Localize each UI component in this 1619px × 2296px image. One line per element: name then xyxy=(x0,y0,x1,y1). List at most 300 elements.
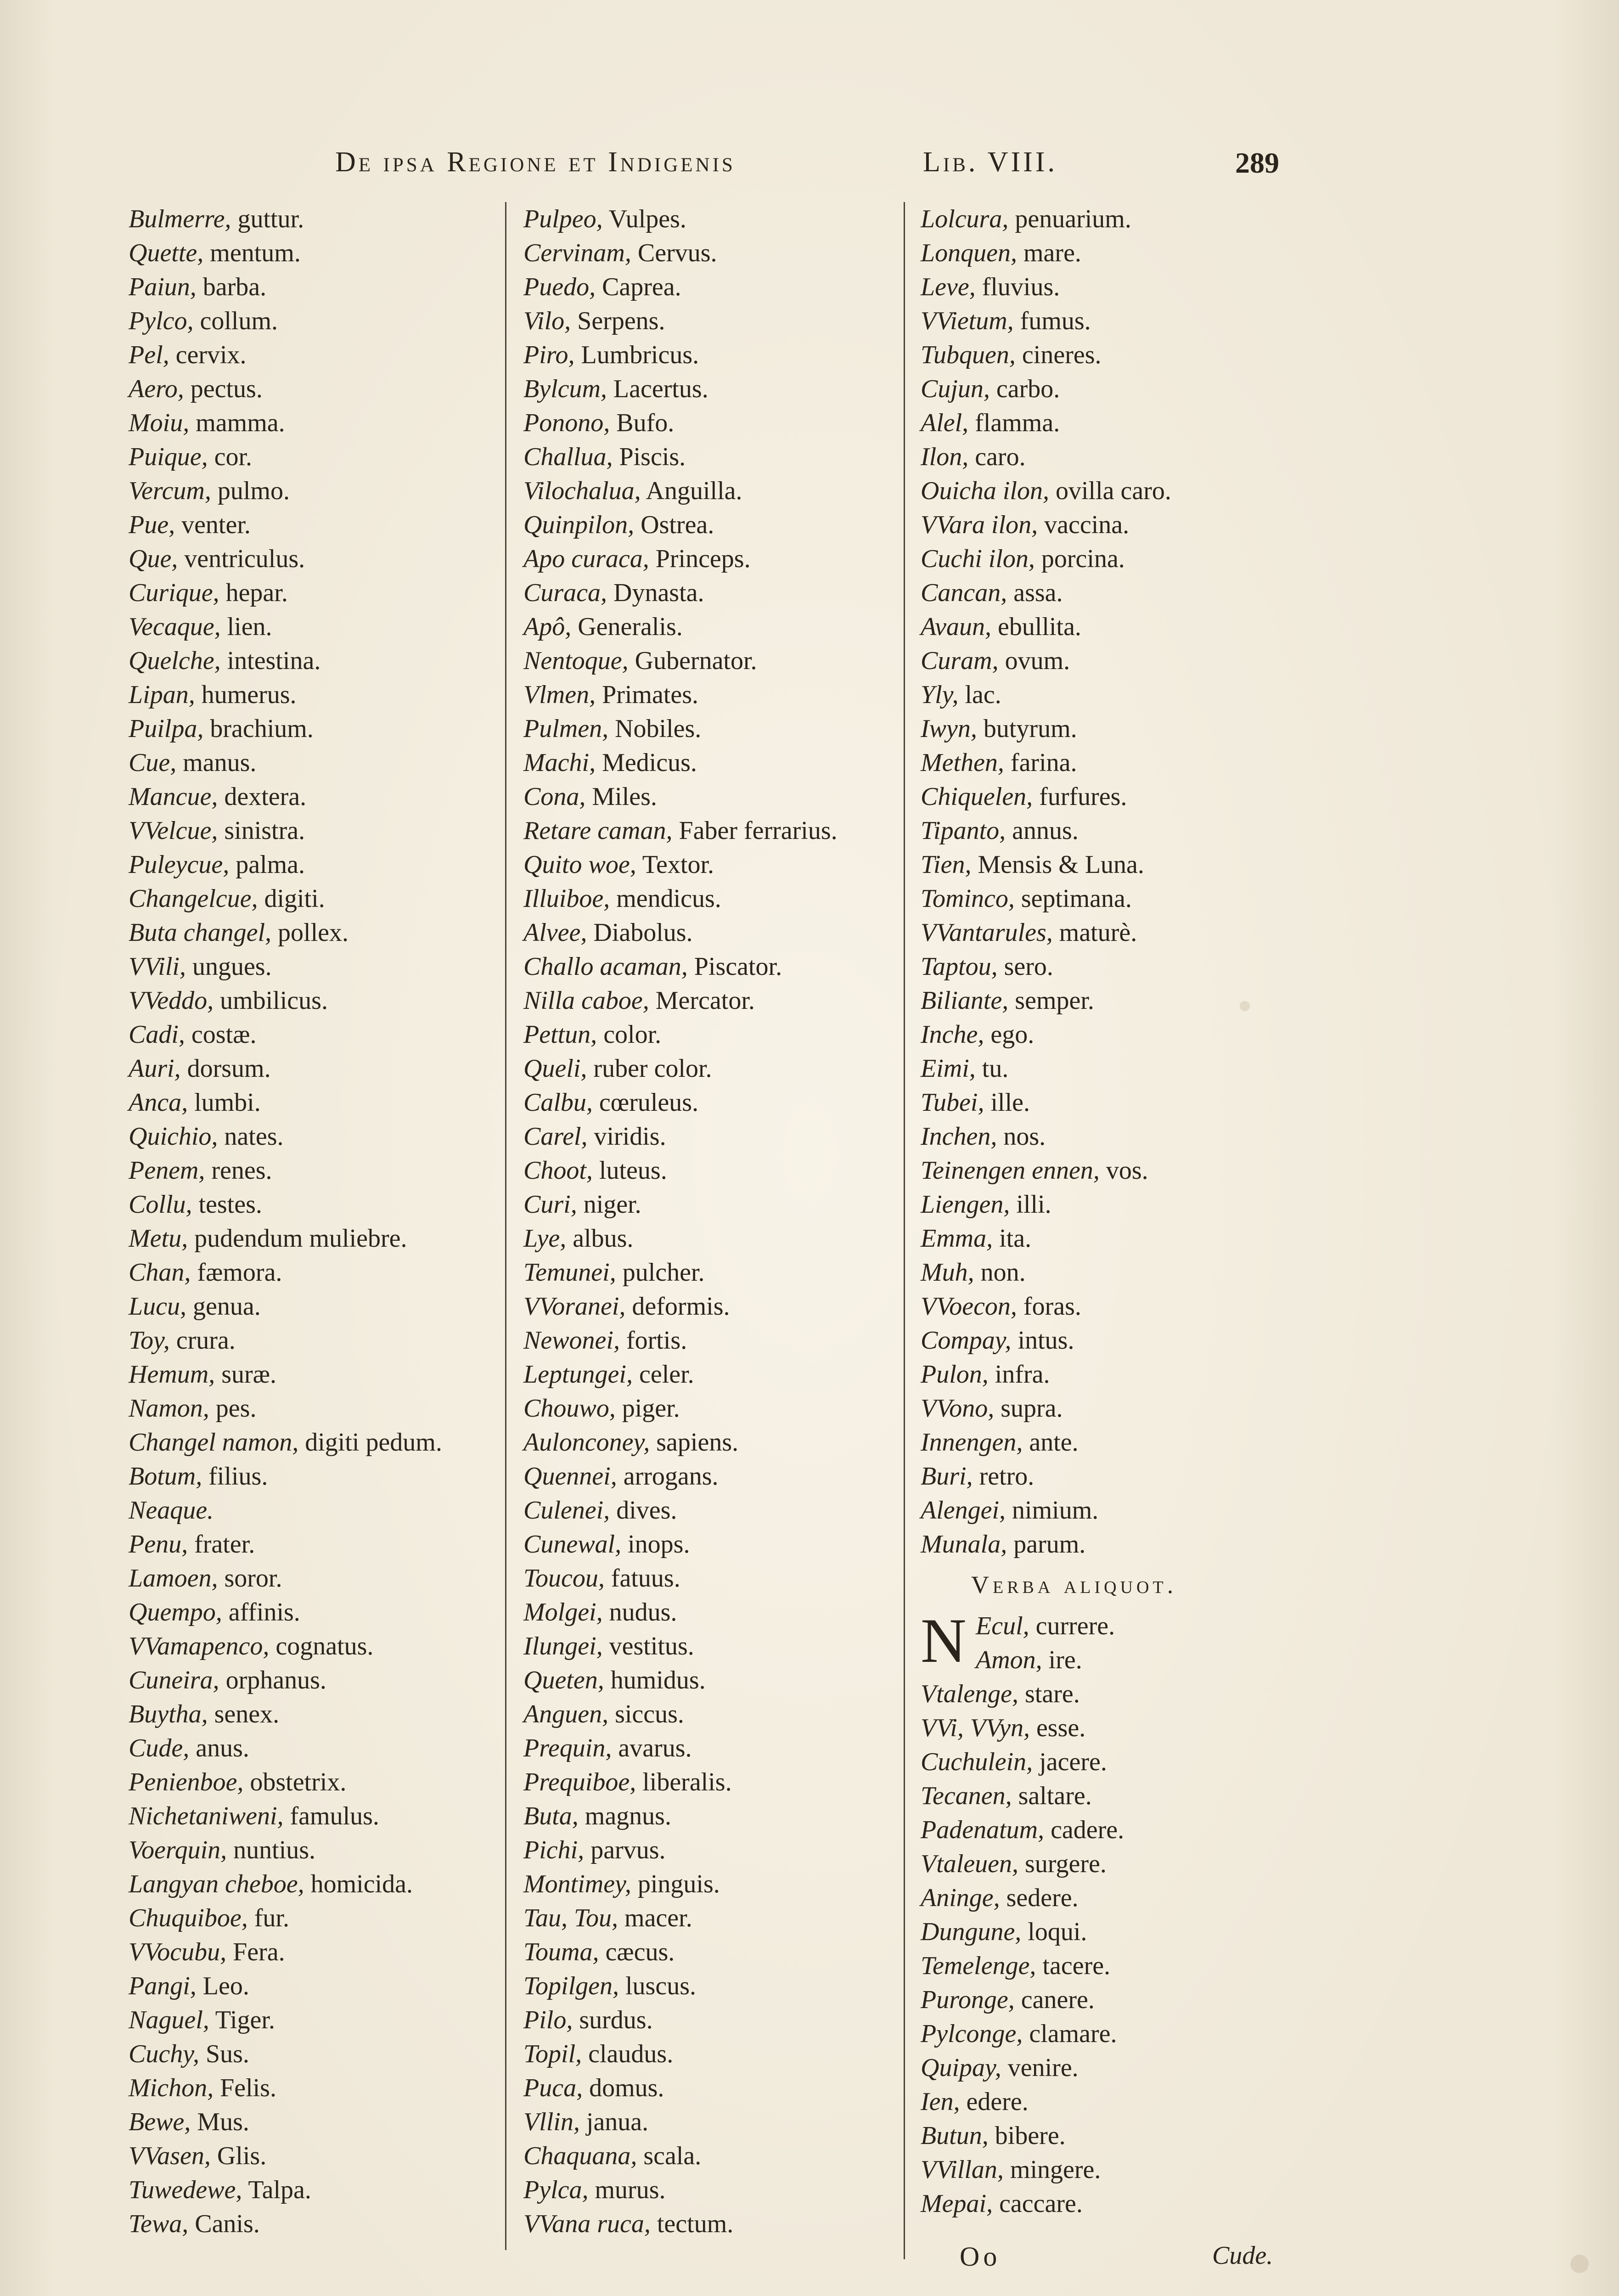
glossary-entry xyxy=(921,2119,1315,2153)
entry-gloss: sero. xyxy=(997,952,1053,981)
entry-term: Butun, xyxy=(921,2122,989,2150)
glossary-entry xyxy=(523,1901,909,1935)
glossary-entry xyxy=(523,882,909,916)
entry-term: Neaque. xyxy=(129,1496,214,1525)
entry-gloss: annus. xyxy=(1006,816,1079,845)
glossary-entry xyxy=(523,1493,909,1527)
entry-gloss: bibere. xyxy=(988,2122,1066,2150)
entry-gloss: brachium. xyxy=(203,715,314,743)
entry-term: Alengei, xyxy=(921,1496,1006,1525)
entry-term: Cude, xyxy=(129,1734,190,1762)
entry-gloss: renes. xyxy=(205,1156,272,1185)
entry-term: Toy, xyxy=(129,1326,170,1355)
entry-term: Mancue, xyxy=(129,782,218,811)
glossary-entry xyxy=(129,712,496,746)
entry-gloss: cognatus. xyxy=(269,1632,374,1660)
entry-gloss: mare. xyxy=(1017,239,1081,267)
entry-term: VVoranei, xyxy=(523,1292,626,1321)
glossary-entry xyxy=(523,2071,909,2105)
entry-gloss: saltare. xyxy=(1012,1782,1092,1810)
entry-term: Naguel, xyxy=(129,2006,209,2034)
entry-gloss: stare. xyxy=(1018,1680,1080,1708)
entry-gloss: digiti pedum. xyxy=(298,1428,442,1457)
entry-gloss: retro. xyxy=(973,1462,1034,1491)
glossary-entry xyxy=(129,780,496,814)
glossary-entry xyxy=(523,2037,909,2071)
entry-term: Buta changel, xyxy=(129,918,272,947)
entry-gloss: celer. xyxy=(632,1360,694,1389)
entry-term: Touma, xyxy=(523,1938,599,1966)
glossary-entry xyxy=(921,1323,1315,1357)
entry-gloss: intestina. xyxy=(220,647,321,675)
entry-term: Quette, xyxy=(129,239,204,267)
entry-term: Taptou, xyxy=(921,952,998,981)
glossary-entry xyxy=(129,1086,496,1120)
entry-term: Vlmen, xyxy=(523,681,596,709)
entry-term: Queli, xyxy=(523,1054,587,1083)
entry-gloss: ebullita. xyxy=(991,613,1081,641)
entry-gloss: Gubernator. xyxy=(628,647,757,675)
entry-term: Lucu, xyxy=(129,1292,186,1321)
glossary-entry xyxy=(523,440,909,474)
entry-gloss: Canis. xyxy=(188,2210,260,2238)
glossary-entry xyxy=(523,2173,909,2207)
entry-term: Cue, xyxy=(129,748,177,777)
glossary-entry xyxy=(921,1154,1315,1187)
glossary-entry xyxy=(921,2085,1315,2119)
entry-gloss: caro. xyxy=(968,443,1026,471)
entry-term: Vecaque, xyxy=(129,613,221,641)
section-title-verbs: Verba aliquot. xyxy=(971,1571,1177,1598)
glossary-entry xyxy=(129,2207,496,2241)
glossary-entry xyxy=(921,1289,1315,1323)
entry-term: Bewe, xyxy=(129,2108,191,2136)
glossary-entry xyxy=(129,610,496,644)
entry-gloss: mendicus. xyxy=(610,884,721,913)
entry-term: Chiquelen, xyxy=(921,782,1033,811)
entry-term: Tecanen, xyxy=(921,1782,1012,1810)
entry-gloss: cœruleus. xyxy=(592,1088,699,1117)
entry-gloss: Fera. xyxy=(226,1938,285,1966)
entry-gloss: manus. xyxy=(176,748,257,777)
entry-term: Chuquiboe, xyxy=(129,1904,248,1932)
glossary-entry xyxy=(921,1391,1315,1425)
entry-gloss: infra. xyxy=(988,1360,1050,1389)
glossary-entry xyxy=(129,814,496,848)
glossary-entry xyxy=(523,202,909,236)
entry-term: Buta, xyxy=(523,1802,579,1830)
entry-gloss: intus. xyxy=(1011,1326,1074,1355)
entry-gloss: Faber ferrarius. xyxy=(672,816,838,845)
entry-gloss: esse. xyxy=(1029,1714,1086,1742)
glossary-entry xyxy=(129,1357,496,1391)
glossary-list xyxy=(921,202,1315,1561)
entry-term: Liengen, xyxy=(921,1190,1010,1219)
entry-term: Cuchulein, xyxy=(921,1748,1033,1776)
entry-gloss: cineres. xyxy=(1015,341,1102,369)
glossary-entry xyxy=(129,2139,496,2173)
entry-gloss: ovilla caro. xyxy=(1049,477,1171,505)
entry-gloss: Medicus. xyxy=(596,748,697,777)
entry-term: Anguen, xyxy=(523,1700,609,1728)
entry-term: Chan, xyxy=(129,1258,191,1287)
entry-term: Hemum, xyxy=(129,1360,215,1389)
glossary-entry xyxy=(523,1187,909,1221)
glossary-entry xyxy=(523,1357,909,1391)
glossary-entry xyxy=(523,1663,909,1697)
entry-term: Pettun, xyxy=(523,1020,597,1049)
entry-term: Compay, xyxy=(921,1326,1012,1355)
entry-term: Nichetaniweni, xyxy=(129,1802,284,1830)
entry-gloss: pinguis. xyxy=(631,1870,720,1898)
glossary-entry xyxy=(921,2051,1315,2085)
entry-gloss: tectum. xyxy=(650,2210,734,2238)
entry-gloss: frater. xyxy=(188,1530,255,1559)
entry-gloss: canere. xyxy=(1014,1986,1095,2014)
glossary-entry xyxy=(921,1949,1315,1983)
glossary-entry xyxy=(921,1187,1315,1221)
glossary-entry xyxy=(921,542,1315,576)
glossary-entry xyxy=(921,848,1315,882)
entry-term: Michon, xyxy=(129,2074,214,2102)
glossary-entry xyxy=(921,1459,1315,1493)
entry-gloss: currere. xyxy=(1029,1612,1115,1640)
glossary-entry xyxy=(129,542,496,576)
entry-term: Aero, xyxy=(129,375,184,403)
glossary-entry xyxy=(921,1847,1315,1881)
entry-gloss: viridis. xyxy=(587,1122,666,1151)
glossary-entry xyxy=(523,1867,909,1901)
glossary-entry xyxy=(523,780,909,814)
glossary-entry xyxy=(921,1425,1315,1459)
glossary-entry xyxy=(921,1018,1315,1052)
entry-gloss: Leo. xyxy=(196,1972,249,2000)
entry-term: Illuiboe, xyxy=(523,884,610,913)
entry-term: Apô, xyxy=(523,613,572,641)
entry-gloss: nates. xyxy=(218,1122,284,1151)
glossary-entry xyxy=(921,474,1315,508)
entry-term: Quichio, xyxy=(129,1122,218,1151)
glossary-entry xyxy=(129,1867,496,1901)
entry-term: Vtalenge, xyxy=(921,1680,1019,1708)
glossary-entry xyxy=(523,508,909,542)
entry-gloss: affinis. xyxy=(222,1598,300,1626)
entry-gloss: illi. xyxy=(1010,1190,1051,1219)
entry-gloss: parvus. xyxy=(584,1836,666,1864)
entry-gloss: Anguilla. xyxy=(641,477,742,505)
entry-gloss: Caprea. xyxy=(596,273,681,301)
entry-term: Lolcura, xyxy=(921,205,1009,233)
glossary-entry xyxy=(523,644,909,678)
entry-term: Vercum, xyxy=(129,477,211,505)
glossary-entry xyxy=(523,1221,909,1255)
entry-gloss: ovum. xyxy=(998,647,1070,675)
glossary-entry xyxy=(129,1187,496,1221)
glossary-entry xyxy=(921,814,1315,848)
entry-term: Metu, xyxy=(129,1224,188,1253)
glossary-entry xyxy=(921,644,1315,678)
entry-gloss: foras. xyxy=(1017,1292,1081,1321)
glossary-entry xyxy=(523,746,909,780)
entry-gloss: hepar. xyxy=(219,579,288,607)
book-reference: Lib. VIII. xyxy=(923,146,1057,178)
entry-term: Quito woe, xyxy=(523,850,636,879)
entry-term: Pylconge, xyxy=(921,2020,1023,2048)
entry-gloss: venire. xyxy=(1001,2054,1079,2082)
entry-term: Pylco, xyxy=(129,307,194,335)
entry-term: Ouicha ilon, xyxy=(921,477,1049,505)
entry-gloss: caccare. xyxy=(993,2189,1083,2218)
entry-gloss: murus. xyxy=(588,2176,666,2204)
entry-gloss: dorsum. xyxy=(180,1054,271,1083)
entry-gloss: umbilicus. xyxy=(214,986,328,1015)
entry-gloss: parum. xyxy=(1007,1530,1086,1559)
entry-gloss: nudus. xyxy=(602,1598,677,1626)
entry-term: Tuwedewe, xyxy=(129,2176,242,2204)
glossary-entry xyxy=(523,1595,909,1629)
glossary-entry xyxy=(129,1901,496,1935)
entry-gloss: piger. xyxy=(615,1394,680,1423)
glossary-entry xyxy=(129,2037,496,2071)
entry-term: Cancan, xyxy=(921,579,1007,607)
entry-term: Munala, xyxy=(921,1530,1007,1559)
glossary-entry xyxy=(129,1493,496,1527)
entry-gloss: fatuus. xyxy=(604,1564,680,1593)
entry-term: Temelenge, xyxy=(921,1952,1036,1980)
entry-term: Que, xyxy=(129,545,178,573)
glossary-entry xyxy=(523,1731,909,1765)
entry-gloss: fæmora. xyxy=(191,1258,282,1287)
entry-term: Changel namon, xyxy=(129,1428,299,1457)
entry-term: Teinengen ennen, xyxy=(921,1156,1100,1185)
entry-term: Leve, xyxy=(921,273,976,301)
entry-gloss: Serpens. xyxy=(571,307,665,335)
entry-term: Puedo, xyxy=(523,273,596,301)
entry-term: VVantarules, xyxy=(921,918,1053,947)
glossary-entry xyxy=(129,406,496,440)
entry-term: Quelche, xyxy=(129,647,221,675)
entry-term: Biliante, xyxy=(921,986,1009,1015)
glossary-entry xyxy=(921,508,1315,542)
entry-term: Pangi, xyxy=(129,1972,197,2000)
glossary-entry xyxy=(129,2105,496,2139)
entry-term: Voerquin, xyxy=(129,1836,227,1864)
entry-gloss: famulus. xyxy=(283,1802,379,1830)
entry-term: Curam, xyxy=(921,647,999,675)
glossary-entry xyxy=(523,678,909,712)
glossary-entry xyxy=(921,270,1315,304)
entry-gloss: Piscator. xyxy=(687,952,782,981)
entry-term: Queten, xyxy=(523,1666,604,1694)
glossary-entry xyxy=(921,2153,1315,2187)
entry-gloss: cæcus. xyxy=(599,1938,675,1966)
entry-term: Quennei, xyxy=(523,1462,617,1491)
glossary-entry xyxy=(129,950,496,984)
entry-term: Lonquen, xyxy=(921,239,1017,267)
entry-term: Cuchy, xyxy=(129,2040,199,2068)
entry-gloss: costæ. xyxy=(185,1020,257,1049)
glossary-entry xyxy=(129,270,496,304)
glossary-entry xyxy=(921,1255,1315,1289)
entry-gloss: claudus. xyxy=(582,2040,674,2068)
entry-term: Aninge, xyxy=(921,1884,1000,1912)
entry-gloss: pollex. xyxy=(271,918,349,947)
glossary-entry xyxy=(129,1697,496,1731)
entry-term: VVoecon, xyxy=(921,1292,1017,1321)
glossary-entry xyxy=(523,1391,909,1425)
glossary-entry xyxy=(129,882,496,916)
entry-gloss: color. xyxy=(597,1020,662,1049)
glossary-entry xyxy=(129,202,496,236)
glossary-entry xyxy=(129,1527,496,1561)
entry-gloss: filius. xyxy=(202,1462,268,1491)
entry-term: Ponono, xyxy=(523,409,610,437)
entry-gloss: siccus. xyxy=(608,1700,684,1728)
entry-term: Eimi, xyxy=(921,1054,976,1083)
glossary-entry xyxy=(129,508,496,542)
entry-gloss: lac. xyxy=(958,681,1001,709)
entry-term: Curaca, xyxy=(523,579,607,607)
entry-term: Nilla caboe, xyxy=(523,986,649,1015)
entry-term: Ilon, xyxy=(921,443,969,471)
entry-gloss: inops. xyxy=(621,1530,690,1559)
entry-term: Dungune, xyxy=(921,1918,1022,1946)
entry-term: Iwyn, xyxy=(921,715,977,743)
glossary-entry xyxy=(921,236,1315,270)
glossary-entry xyxy=(921,1745,1315,1779)
entry-gloss: cadere. xyxy=(1044,1816,1124,1844)
entry-term: Langyan cheboe, xyxy=(129,1870,304,1898)
entry-term: VVi, VVyn, xyxy=(921,1714,1030,1742)
entry-term: Cuchi ilon, xyxy=(921,545,1035,573)
glossary-entry xyxy=(523,1425,909,1459)
glossary-entry xyxy=(129,1561,496,1595)
glossary-entry xyxy=(129,576,496,610)
glossary-entry xyxy=(523,1018,909,1052)
glossary-entry xyxy=(523,1561,909,1595)
entry-gloss: sapiens. xyxy=(650,1428,739,1457)
entry-gloss: luteus. xyxy=(592,1156,667,1185)
paper-stain xyxy=(1570,2255,1589,2273)
entry-gloss: pectus. xyxy=(184,375,263,403)
entry-gloss: domus. xyxy=(583,2074,664,2102)
glossary-entry xyxy=(129,1935,496,1969)
entry-gloss: mingere. xyxy=(1003,2155,1101,2184)
entry-term: Chouwo, xyxy=(523,1394,616,1423)
glossary-entry xyxy=(921,406,1315,440)
entry-term: Chaquana, xyxy=(523,2142,637,2170)
entry-term: Alvee, xyxy=(523,918,587,947)
entry-gloss: pudendum muliebre. xyxy=(188,1224,407,1253)
glossary-entry xyxy=(921,1357,1315,1391)
entry-gloss: non. xyxy=(974,1258,1026,1287)
entry-term: Buri, xyxy=(921,1462,973,1491)
entry-gloss: palma. xyxy=(229,850,305,879)
entry-gloss: mentum. xyxy=(203,239,301,267)
glossary-entry xyxy=(921,1120,1315,1154)
entry-gloss: porcina. xyxy=(1034,545,1125,573)
entry-gloss: luscus. xyxy=(618,1972,696,2000)
glossary-entry xyxy=(921,1221,1315,1255)
glossary-entry xyxy=(523,1459,909,1493)
entry-gloss: venter. xyxy=(175,511,251,539)
entry-gloss: ruber color. xyxy=(587,1054,712,1083)
glossary-column-3 xyxy=(921,202,1315,2221)
entry-term: Vilo, xyxy=(523,307,571,335)
entry-gloss: niger. xyxy=(577,1190,641,1219)
glossary-entry xyxy=(523,576,909,610)
running-head: De ipsa Regione et Indigenis xyxy=(335,146,736,178)
glossary-entry xyxy=(921,1527,1315,1561)
glossary-entry xyxy=(523,1629,909,1663)
entry-term: Cunewal, xyxy=(523,1530,622,1559)
entry-gloss: surdus. xyxy=(573,2006,653,2034)
entry-term: Padenatum, xyxy=(921,1816,1045,1844)
glossary-entry xyxy=(129,338,496,372)
entry-term: Pylca, xyxy=(523,2176,589,2204)
entry-term: Muh, xyxy=(921,1258,974,1287)
glossary-entry xyxy=(523,610,909,644)
glossary-entry xyxy=(921,1779,1315,1813)
entry-term: Leptungei, xyxy=(523,1360,633,1389)
entry-term: Tipanto, xyxy=(921,816,1006,845)
verbs-first-entry xyxy=(921,1605,1315,1677)
entry-term: Choot, xyxy=(523,1156,593,1185)
glossary-entry xyxy=(129,1833,496,1867)
entry-gloss: vaccina. xyxy=(1038,511,1130,539)
glossary-entry xyxy=(129,1459,496,1493)
glossary-entry xyxy=(523,236,909,270)
glossary-entry xyxy=(523,950,909,984)
glossary-entry xyxy=(523,1969,909,2003)
entry-term: Mepai, xyxy=(921,2189,993,2218)
entry-gloss: cervix. xyxy=(169,341,247,369)
glossary-entry xyxy=(129,1731,496,1765)
entry-gloss: lien. xyxy=(220,613,272,641)
glossary-entry xyxy=(129,1120,496,1154)
entry-gloss: Talpa. xyxy=(242,2176,311,2204)
entry-gloss: fortis. xyxy=(619,1326,687,1355)
entry-gloss: Glis. xyxy=(210,2142,267,2170)
entry-gloss: Dynasta. xyxy=(607,579,704,607)
entry-gloss: Mensis & Luna. xyxy=(971,850,1144,879)
glossary-entry xyxy=(129,746,496,780)
catchword: Cude. xyxy=(1212,2241,1273,2270)
entry-gloss: magnus. xyxy=(578,1802,671,1830)
entry-gloss: penuarium. xyxy=(1008,205,1131,233)
glossary-entry xyxy=(921,1813,1315,1847)
glossary-entry xyxy=(921,2017,1315,2051)
glossary-entry xyxy=(976,1643,1082,1677)
entry-term: Puleycue, xyxy=(129,850,230,879)
glossary-entry xyxy=(129,1595,496,1629)
glossary-entry xyxy=(129,2071,496,2105)
glossary-entry xyxy=(523,270,909,304)
glossary-entry xyxy=(921,984,1315,1018)
entry-gloss: clamare. xyxy=(1023,2020,1117,2048)
entry-term: Challo acaman, xyxy=(523,952,688,981)
entry-term: Curi, xyxy=(523,1190,577,1219)
entry-term: Cervinam, xyxy=(523,239,631,267)
glossary-entry xyxy=(129,1018,496,1052)
glossary-entry xyxy=(523,1289,909,1323)
glossary-entry xyxy=(921,1915,1315,1949)
glossary-entry xyxy=(921,746,1315,780)
entry-term: Alel, xyxy=(921,409,969,437)
entry-gloss: Felis. xyxy=(214,2074,276,2102)
entry-gloss: ungues. xyxy=(186,952,272,981)
glossary-entry xyxy=(129,916,496,950)
